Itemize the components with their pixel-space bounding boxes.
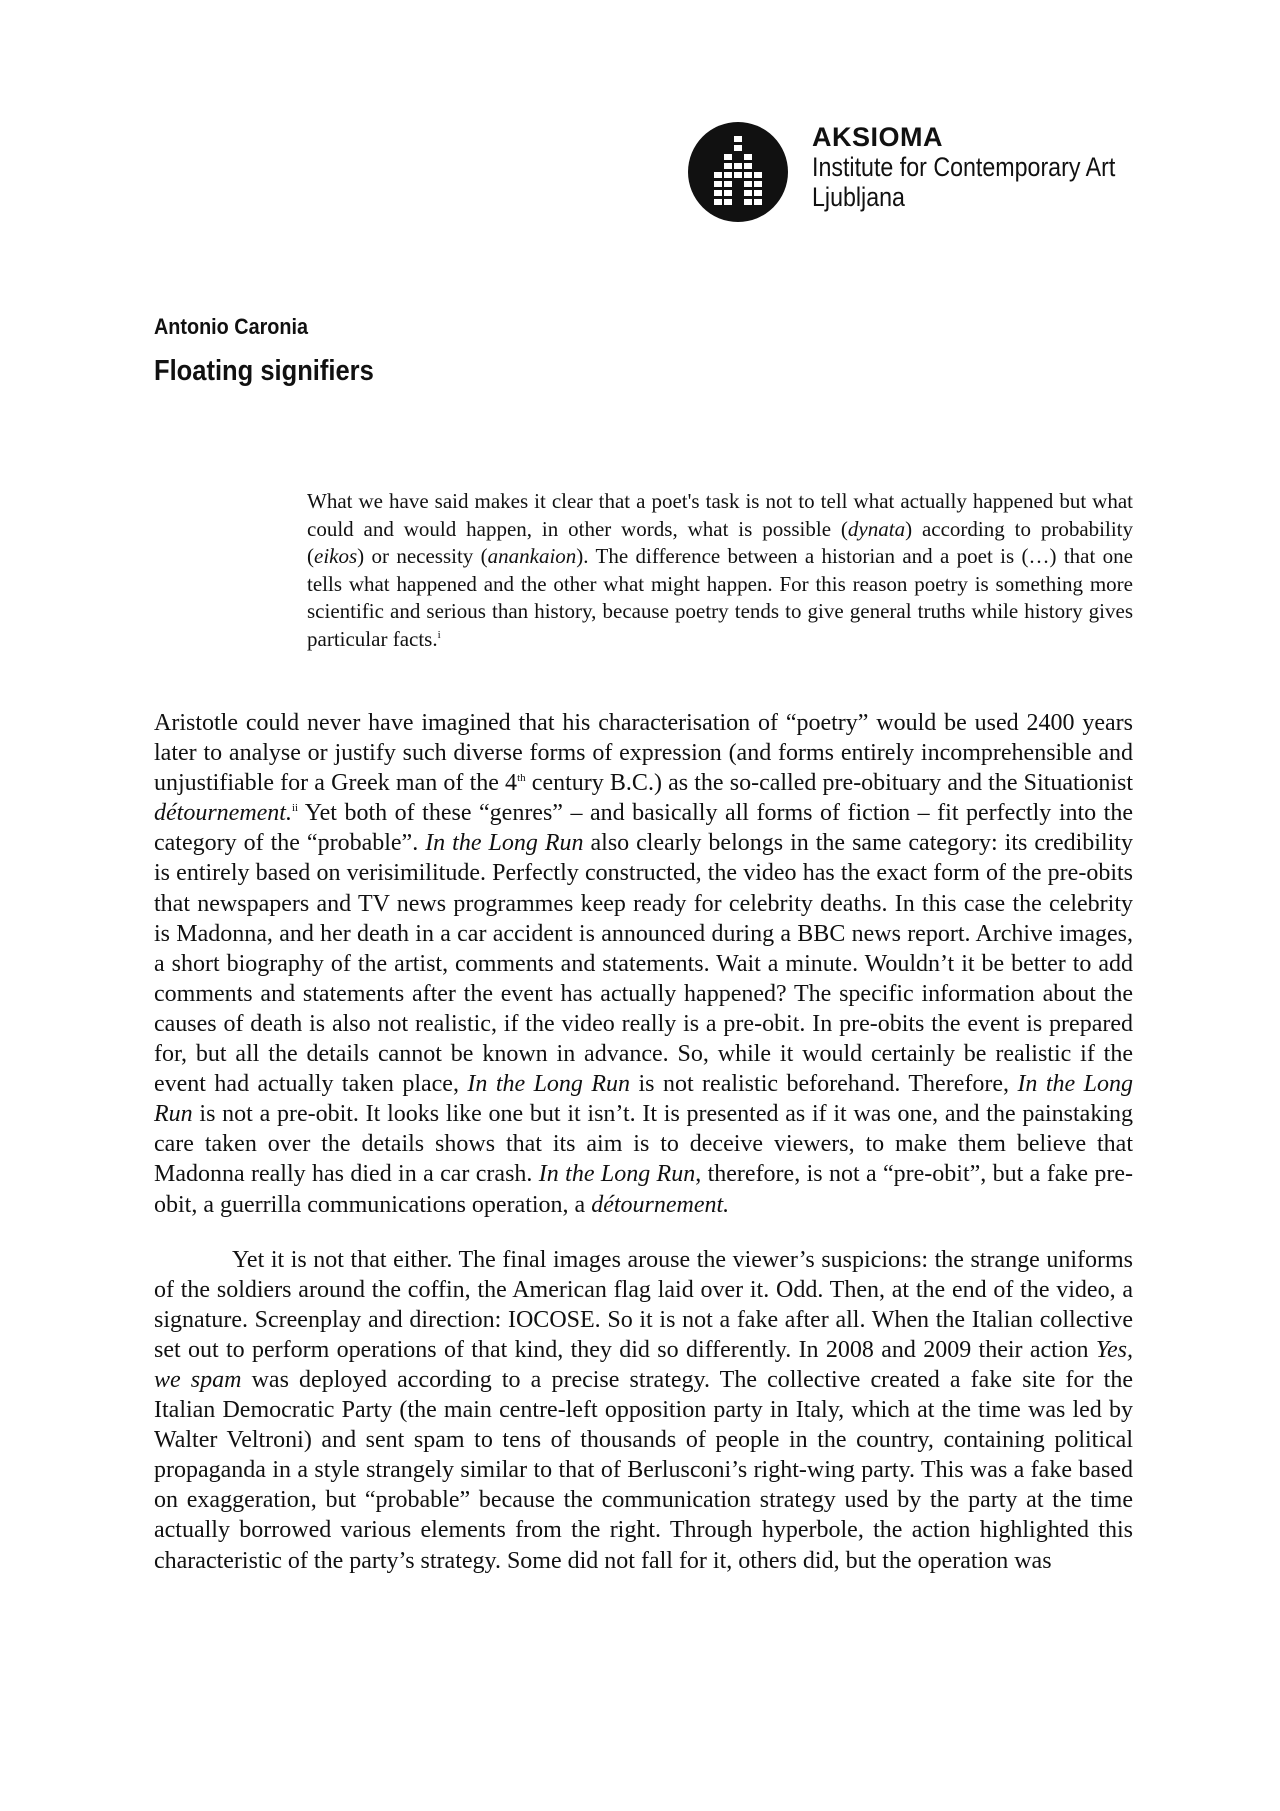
epigraph-quote: What we have said makes it clear that a poet's task is not to tell what actually happened but what could and would happen, in other words, what is possible (dynata) according to probability (eikos) or necessity (anankaion). The difference between a historian and a poet is (…) that one tells what happened and the other what might happen. For this reason poetry is something more scientific and serious than history, because poetry tends to give general truths while history gives particular facts.$^i$ — [307, 489, 1133, 651]
footnote-ref: ii — [291, 802, 299, 815]
paragraph: Yet it is not that either. The final images arouse the viewer’s suspicions: the strange uniforms of the soldiers around the coffin, the American flag laid over it. Odd. Then, at the end of the video, a signature. Screenplay and direction: IOCOSE. So it is not a fake after all. When the Italian collective set out to perform operations of that kind, they did so differently. In 2008 and 2009 their action Yes, we spam was deployed according to a precise strategy. The collective created a fake site for the Italian Democratic Party (the main centre-left opposition party in Italy, which at the time was led by Walter Veltroni) and sent spam to tens of thousands of people in the country, containing political propaganda in a style strangely similar to that of Berlusconi’s right-wing party. This was a fake based on exaggeration, but “probable” because the communication strategy used by the party at the time actually borrowed various elements from the right. Through hyperbole, the action highlighted this characteristic of the party’s strategy. Some did not fall for it, others did, but the operation was — [154, 1246, 1133, 1574]
brand-name: AKSIOMA — [812, 122, 943, 152]
brand-subtitle: Institute for Contemporary Art — [812, 152, 1116, 182]
footnote-ref: i — [437, 628, 441, 641]
paragraph: Aristotle could never have imagined that his characterisation of “poetry” would be used 2400 years later to analyse or justify such diverse forms of expression (and forms entirely incomprehensible and unjustifiable for a Greek man of the 4th century B.C.) as the so-called pre-obituary and the Situationist détournement.$^{ii}$ Yet both of these “genres” – and basically all forms of fiction – fit perfectly into the category of the “probable”. In the Long Run also clearly belongs in the same category: its credibility is entirely based on verisimilitude. Perfectly constructed, the video has the exact form of the pre-obits that newspapers and TV news programmes keep ready for celebrity deaths. In this case the celebrity is Madonna, and her death in a car accident is announced during a BBC news report. Archive images, a short biography of the artist, comments and statements. Wait a minute. Wouldn’t it be better to add comments and statements after the event has actually happened? The specific information about the causes of death is also not realistic, if the video really is a pre-obit. In pre-obits the event is prepared for, but all the details cannot be known in advance. So, while it would certainly be realistic if the event had actually taken place, In the Long Run is not realistic beforehand. Therefore, In the Long Run is not a pre-obit. It looks like one but it isn’t. It is presented as if it was one, and the painstaking care taken over the details shows that its aim is to deceive viewers, to make them believe that Madonna really has died in a car crash. In the Long Run, therefore, is not a “pre-obit”, but a fake pre-obit, a guerrilla communications operation, a détournement. — [154, 710, 1134, 1218]
header — [688, 122, 1165, 222]
brand-block — [812, 122, 1165, 212]
brand-city: Ljubljana — [812, 182, 905, 212]
page-title: Floating signifiers — [154, 355, 374, 387]
aksioma-logo-icon — [688, 122, 788, 222]
author-name: Antonio Caronia — [154, 314, 308, 339]
article-body — [154, 708, 1133, 1576]
